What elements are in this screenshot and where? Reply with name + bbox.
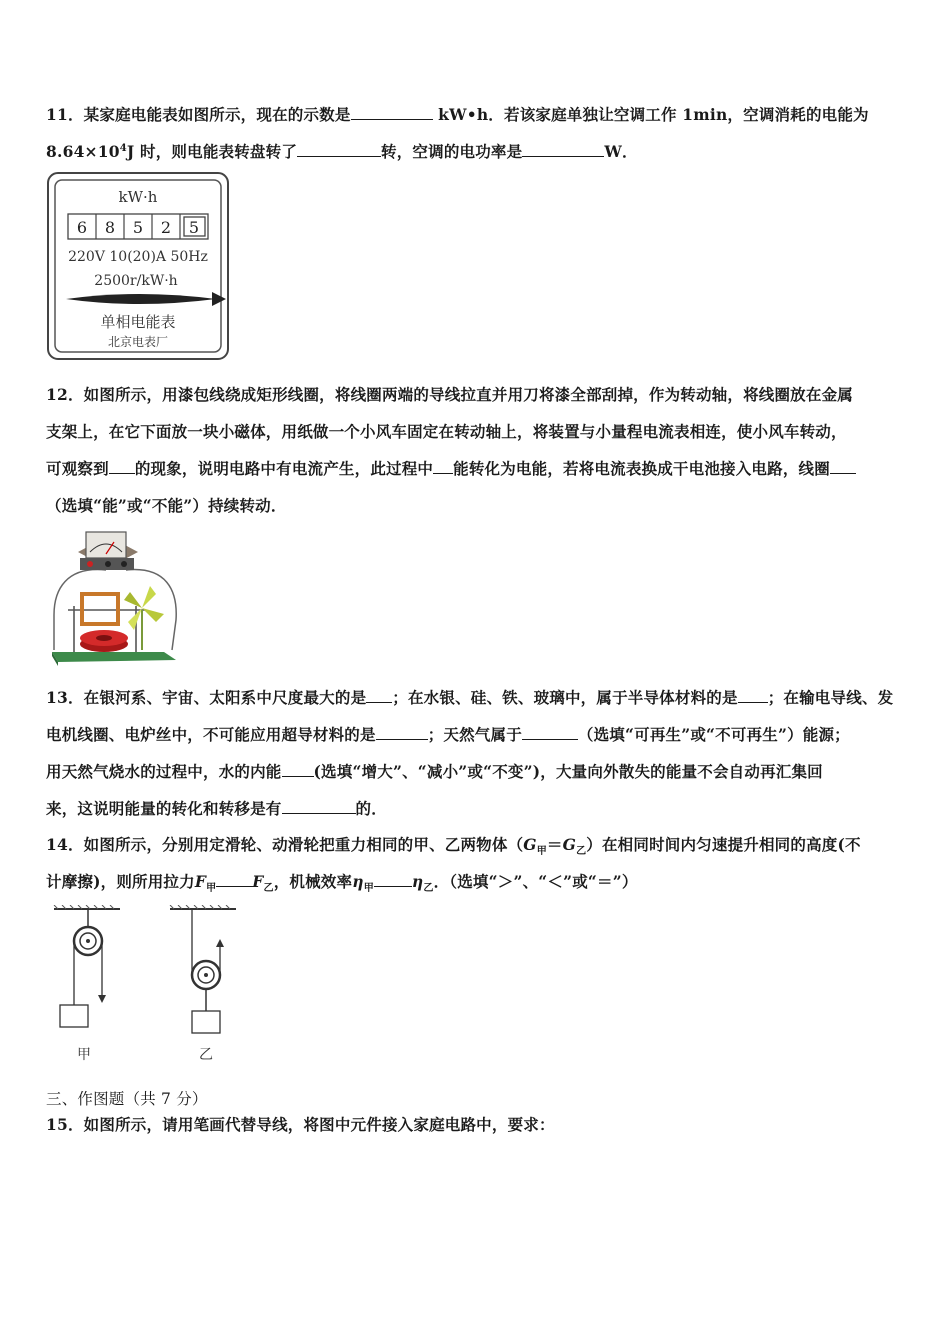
q14-text-e: （选填“＞”、“＜”或“＝”）	[449, 872, 638, 891]
q14-equals: ＝	[546, 835, 563, 854]
q13-text-g: 用天然气烧水的过程中，水的内能	[46, 762, 282, 781]
meter-name: 单相电能表	[100, 313, 176, 331]
fixed-pulley	[54, 905, 120, 1027]
q14-f-sub-yi: 乙	[263, 883, 274, 895]
q12-line-3	[46, 457, 856, 479]
q13-text-e: ；天然气属于	[427, 725, 522, 744]
q13-text-d: 电机线圈、电炉丝中，不可能应用超导材料的是	[46, 725, 376, 744]
q14-text-dot: ．	[433, 872, 450, 891]
q13-blank-4	[522, 738, 578, 740]
q11-text-d: 转，空调的电功率是	[381, 142, 523, 161]
q14-eta-jia: η	[352, 872, 364, 891]
ammeter	[78, 532, 138, 570]
q14-sub-yi: 乙	[576, 846, 587, 858]
q13-blank-3	[376, 738, 428, 740]
q13-line-1	[46, 686, 893, 708]
meter-spec: 220V 10(20)A 50Hz	[68, 249, 208, 265]
q11-text-c: J 时，则电能表转盘转了	[126, 142, 298, 161]
q11-blank-reading	[351, 118, 433, 120]
q12-line-4: （选填“能”或“不能”）持续转动．	[46, 496, 287, 515]
base-board	[52, 652, 176, 662]
q12-text-a: 可观察到	[46, 459, 109, 478]
q13-text-b: ；在水银、硅、铁、玻璃中，属于半导体材料的是	[392, 688, 738, 707]
q13-text-c: ；在输电导线、发	[767, 688, 894, 707]
q15-line-1: 15．如图所示，请用笔画代替导线，将图中元件接入家庭电路中，要求：	[46, 1115, 555, 1134]
q13-blank-1	[366, 701, 392, 703]
q14-blank-efficiency	[374, 885, 412, 887]
q13-text-j: 的．	[355, 799, 387, 818]
label-jia: 甲	[77, 1047, 91, 1063]
q13-text-a: 13．在银河系、宇宙、太阳系中尺度最大的是	[46, 688, 367, 707]
q14-text-a: 14．如图所示，分别用定滑轮、动滑轮把重力相同的甲、乙两物体（	[46, 835, 524, 854]
q14-eta-sub-jia: 甲	[363, 883, 374, 895]
q14-blank-force	[216, 885, 252, 887]
paper-windmill	[124, 586, 164, 650]
q13-blank-5	[282, 775, 314, 777]
meter-maker: 北京电表厂	[107, 335, 169, 349]
q11-text-b: kW•h．若该家庭单独让空调工作 1min，空调消耗的电能为	[432, 105, 869, 124]
pull-arrow-up	[216, 939, 224, 947]
electric-meter-figure	[46, 171, 230, 361]
movable-pulley	[170, 905, 236, 1033]
label-yi: 乙	[199, 1047, 213, 1063]
meter-digit-5: 5	[188, 218, 200, 237]
q13-line-3	[46, 760, 823, 782]
generator-apparatus-figure	[46, 530, 186, 668]
pull-arrow-down	[98, 995, 106, 1003]
q14-line-2	[46, 870, 638, 894]
q12-text-b: 的现象，说明电路中有电流产生，此过程中	[134, 459, 434, 478]
q11-blank-turns	[297, 155, 381, 157]
q14-line-1	[46, 833, 861, 857]
q11-blank-power	[522, 155, 604, 157]
q14-f-yi: F	[252, 872, 264, 891]
q14-f-sub-jia: 甲	[206, 883, 217, 895]
q12-line-1: 12．如图所示，用漆包线绕成矩形线圈，将线圈两端的导线拉直并用刀将漆全部刮掉，作为转动轴，将线圈放在金属	[46, 385, 853, 404]
q14-sub-jia: 甲	[536, 846, 547, 858]
meter-digit-4: 2	[160, 218, 172, 237]
meter-arrow-head	[212, 292, 226, 306]
q11-text-a: 11．某家庭电能表如图所示，现在的示数是	[46, 105, 351, 124]
q13-text-i: 来，这说明能量的转化和转移是有	[46, 799, 282, 818]
q14-eta-sub-yi: 乙	[423, 883, 434, 895]
q12-blank-3	[830, 472, 856, 474]
q14-g-jia: G	[523, 835, 537, 854]
q12-line-2: 支架上，在它下面放一块小磁体，用纸做一个小风车固定在转动轴上，将装置与小量程电流表相连，使小风车转动，	[46, 422, 847, 441]
meter-digit-3: 5	[132, 218, 144, 237]
meter-rate: 2500r/kW·h	[94, 273, 178, 289]
q11-line-2	[46, 140, 638, 162]
meter-rotation-arrow	[66, 294, 216, 304]
q13-line-2	[46, 723, 850, 745]
pulley-figure	[50, 905, 250, 1065]
q14-text-c: 计摩擦)，则所用拉力	[46, 872, 195, 891]
q14-g-yi: G	[562, 835, 577, 854]
q14-text-b: ）在相同时间内匀速提升相同的高度(不	[586, 835, 861, 854]
q13-text-f: （选填“可再生”或“不可再生”）能源；	[577, 725, 850, 744]
q12-blank-1	[109, 472, 135, 474]
q14-f-jia: F	[194, 872, 207, 891]
q12-blank-2	[433, 472, 453, 474]
q11-line-1	[46, 103, 869, 125]
q11-exponent: 4	[119, 143, 127, 154]
section-3-heading: 三、作图题（共 7 分）	[46, 1090, 208, 1108]
q13-blank-2	[738, 701, 768, 703]
q14-text-d: ，机械效率	[273, 872, 353, 891]
q13-text-h: (选填“增大”、“减小”或“不变”)，大量向外散失的能量不会自动再汇集回	[313, 762, 823, 781]
object-jia	[60, 1005, 88, 1027]
q14-eta-yi: η	[411, 872, 424, 891]
meter-digit-1: 6	[76, 218, 88, 237]
meter-digit-2: 8	[104, 218, 116, 237]
meter-unit: kW·h	[118, 188, 158, 206]
q11-text-e: W．	[604, 142, 638, 161]
q11-energy-value: 8.64×10	[46, 142, 120, 161]
object-yi	[192, 1011, 220, 1033]
q13-blank-6	[282, 812, 356, 814]
q13-line-4	[46, 797, 387, 819]
q12-text-c: 能转化为电能，若将电流表换成干电池接入电路，线圈	[453, 459, 830, 478]
rectangular-coil	[82, 594, 118, 624]
